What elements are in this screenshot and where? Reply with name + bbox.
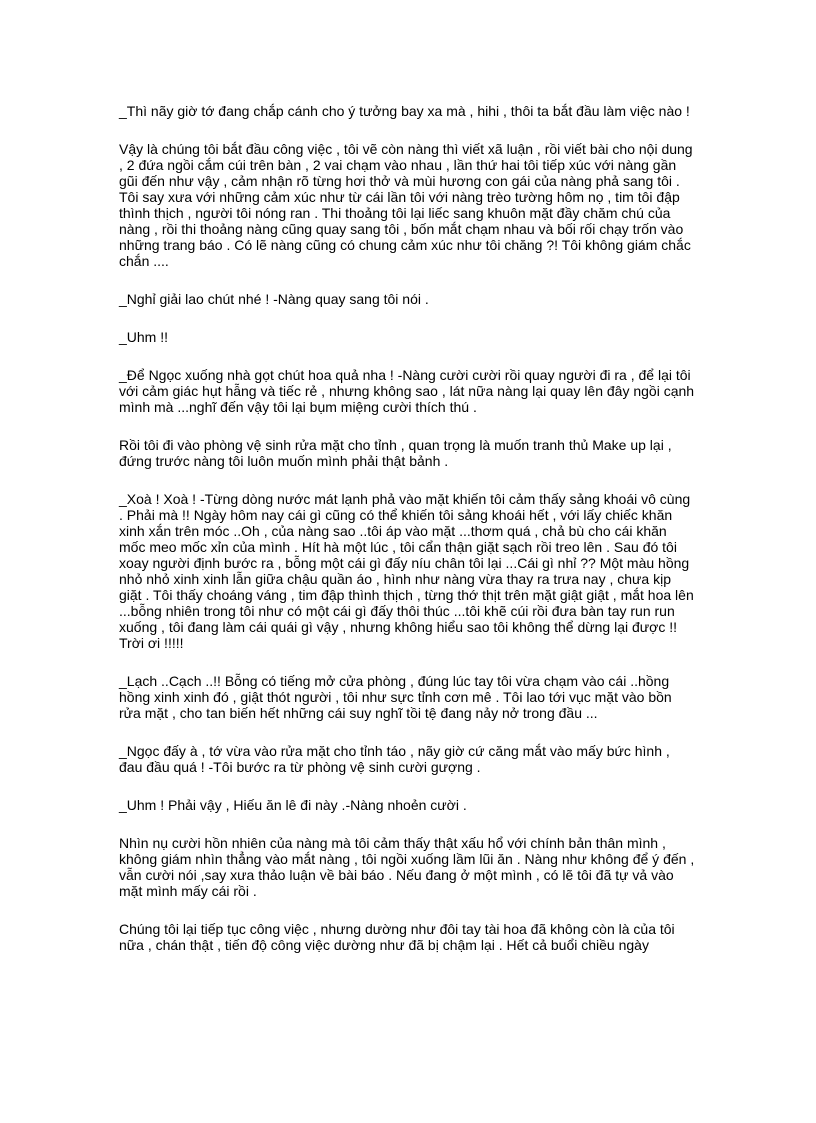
paragraph-8: _Lạch ..Cạch ..!! Bỗng có tiếng mở cửa phòng , đúng lúc tay tôi vừa chạm vào cái ..hồng hồng xinh xinh đó , giật thót người , tôi như sực tỉnh cơn mê . Tôi lao tới vục mặt vào bồn rửa mặt , cho tan biến hết những cái suy nghĩ tồi tệ đang nảy nở trong đầu ... — [119, 673, 672, 721]
paragraph-10: _Uhm ! Phải vậy , Hiếu ăn lê đi này .-Nàng nhoẻn cười . — [119, 797, 467, 813]
paragraph-5: _Để Ngọc xuống nhà gọt chút hoa quả nha ! -Nàng cười cười rồi quay người đi ra , để lại tôi với cảm giác hụt hẫng và tiếc rẻ , nhưng không sao , lát nữa nàng lại quay lên đây ngồi cạnh mình mà ...nghĩ đến vậy tôi lại bụm miệng cười thích thú . — [119, 367, 695, 415]
paragraph-7: _Xoà ! Xoà ! -Từng dòng nước mát lạnh phả vào mặt khiến tôi cảm thấy sảng khoái vô cùng . Phải mà !! Ngày hôm nay cái gì cũng có thể khiến tôi sảng khoái hết , với lấy chiếc khăn xinh xắn trên móc ..Oh , của nàng sao ..tôi áp vào mặt ...thơm quá , chả bù cho cái khăn mốc meo mốc xỉn của mình . Hít hà một lúc , tôi cẩn thận giặt sạch rồi treo lên . Sau đó tôi xoay người định bước ra , bỗng một cái gì đấy níu chân tôi lại ...Cái gì nhỉ ?? Một màu hồng nhỏ nhỏ xinh xinh lẫn giữa chậu quần áo , hình như nàng vừa thay ra trưa nay , chưa kịp giặt . Tôi thấy choáng váng , tim đập thình thịch , từng thớ thịt trên mặt giật giật , mắt hoa lên ...bỗng nhiên trong tôi như có một cái gì đấy thôi thúc ...tôi khẽ cúi rồi đưa bàn tay run run xuống , tôi đang làm cái quái gì vậy , nhưng không hiểu sao tôi không thể dừng lại được !! Trời ơi !!!!! — [119, 491, 694, 651]
paragraph-4: _Uhm !! — [119, 329, 169, 345]
paragraph-1: _Thì nãy giờ tớ đang chắp cánh cho ý tưởng bay xa mà , hihi , thôi ta bắt đầu làm việc nào ! — [119, 103, 690, 119]
document-body — [119, 103, 697, 953]
paragraph-6: Rồi tôi đi vào phòng vệ sinh rửa mặt cho tỉnh , quan trọng là muốn tranh thủ Make up lại , đứng trước nàng tôi luôn muốn mình phải thật bảnh . — [119, 437, 672, 469]
paragraph-9: _Ngọc đấy à , tớ vừa vào rửa mặt cho tỉnh táo , nãy giờ cứ căng mắt vào mấy bức hình , đau đầu quá ! -Tôi bước ra từ phòng vệ sinh cười gượng . — [119, 743, 670, 775]
paragraph-3: _Nghỉ giải lao chút nhé ! -Nàng quay sang tôi nói . — [119, 291, 429, 307]
paragraph-2: Vậy là chúng tôi bắt đầu công việc , tôi vẽ còn nàng thì viết xã luận , rồi viết bài cho nội dung , 2 đứa ngồi cắm cúi trên bàn , 2 vai chạm vào nhau , lần thứ hai tôi tiếp xúc với nàng gần gũi đến như vậy , cảm nhận rõ từng hơi thở và mùi hương con gái của nàng phả sang tôi . Tôi say xưa với những cảm xúc như từ cái lần tôi với nàng trèo tường hôm nọ , tim tôi đập thình thịch , người tôi nóng ran . Thi thoảng tôi lại liếc sang khuôn mặt đầy chăm chú của nàng , rồi thi thoảng nàng cũng quay sang tôi , bốn mắt chạm nhau và bối rối chạy trốn vào những trang báo . Có lẽ nàng cũng có chung cảm xúc như tôi chăng ?! Tôi không giám chắc chắn .... — [119, 141, 693, 269]
paragraph-11: Nhìn nụ cười hồn nhiên của nàng mà tôi cảm thấy thật xấu hổ với chính bản thân mình , không giám nhìn thẳng vào mắt nàng , tôi ngồi xuống lầm lũi ăn . Nàng như không để ý đến , vẫn cười nói ,say xưa thảo luận về bài báo . Nếu đang ở một mình , có lẽ tôi đã tự vả vào mặt mình mấy cái rồi . — [119, 835, 695, 899]
paragraph-12: Chúng tôi lại tiếp tục công việc , nhưng dường như đôi tay tài hoa đã không còn là của tôi nữa , chán thật , tiến độ công việc dường như đã bị chậm lại . Hết cả buổi chiều ngày — [119, 921, 675, 953]
